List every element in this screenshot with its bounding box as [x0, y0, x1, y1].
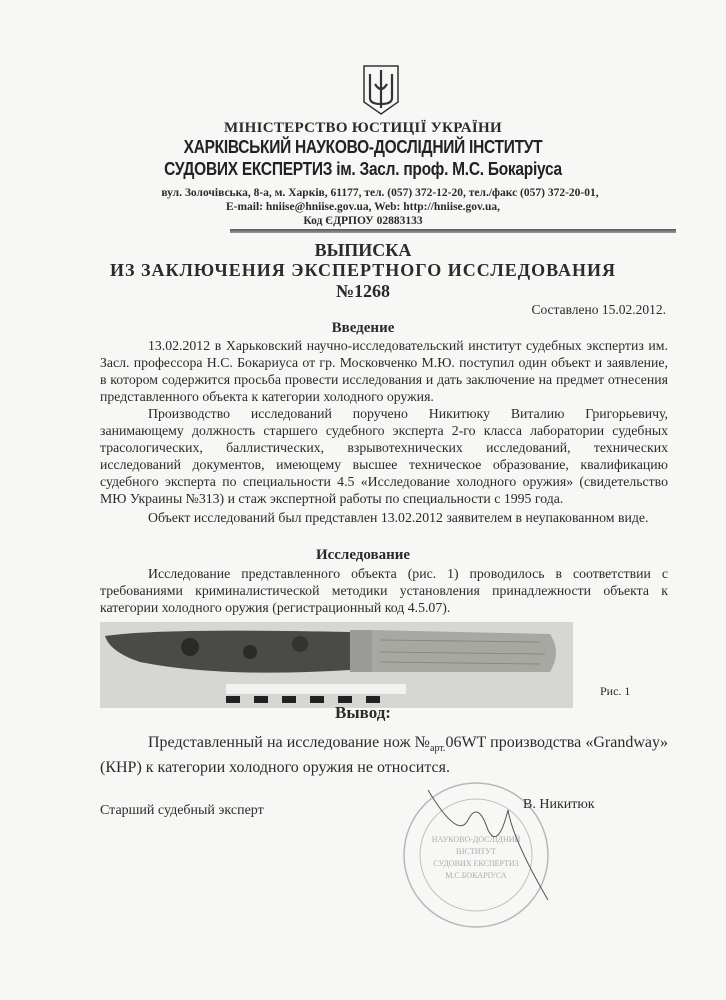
intro-section [100, 337, 668, 526]
research-heading: Исследование [315, 547, 411, 563]
conclusion-text-b: 06WT производства «Grandway» (КНР) к категории холодного оружия не относится. [100, 734, 668, 777]
trident-emblem-icon [362, 64, 400, 116]
contacts: E-mail: hniise@hniise.gov.ua, Web: http://hniise.gov.ua, [225, 201, 501, 213]
intro-paragraph: Объект исследований был представлен 13.02.2012 заявителем в неупакованном виде. [148, 510, 649, 525]
ministry-name: МІНІСТЕРСТВО ЮСТИЦІЇ УКРАЇНИ [224, 120, 502, 136]
doc-title: ВЫПИСКА [314, 240, 412, 260]
svg-text:М.С.БОКАРІУСА: М.С.БОКАРІУСА [445, 871, 507, 880]
intro-paragraph: Производство исследований поручено Никитюку Виталию Григорьевичу, занимающему должность старшего судебного эксперта 2-го класса лаборатории судебных трасологических, баллистических, взрывотехнических исследований, технических исследований документов, имеющему высшее техническое образование, квалификацию судебного эксперта по специальности 4.5 «Исследование холодного оружия» (свидетельство МЮ Украины №313) и стаж экспертной работы по специальности с 1995 года. [100, 406, 668, 506]
research-paragraph: Исследование представленного объекта (рис. 1) проводилось в соответствии с требованиями криминалистической методики установления принадлежности объекта к категории холодного оружия (регистрационный код 4.5.07). [100, 566, 668, 615]
address: вул. Золочівська, 8-а, м. Харків, 61177, тел. (057) 372-12-20, тел./факс (057) 372-20-01, [161, 187, 599, 199]
svg-text:ІНСТИТУТ: ІНСТИТУТ [456, 847, 496, 856]
doc-subtitle: ИЗ ЗАКЛЮЧЕНИЯ ЭКСПЕРТНОГО ИССЛЕДОВАНИЯ [109, 260, 617, 280]
registry-code: Код ЄДРПОУ 02883133 [303, 215, 423, 227]
research-section [100, 565, 668, 616]
conclusion-text [100, 733, 668, 777]
intro-paragraph: 13.02.2012 в Харьковский научно-исследовательский институт судебных экспертиз им. Засл. профессора Н.С. Бокариуса от гр. Московченко М.Ю. поступил один объект и заявление, в котором содержится просьба провести исследования и дать заключение на предмет отнесения представленного объекта к категории холодного оружия. [100, 338, 668, 404]
svg-text:НАУКОВО-ДОСЛІДНИЙ: НАУКОВО-ДОСЛІДНИЙ [431, 835, 521, 844]
institute-name-line1: ХАРКІВСЬКИЙ НАУКОВО-ДОСЛІДНИЙ ІНСТИТУТ [183, 137, 543, 157]
knife-photo [100, 622, 573, 708]
figure-caption: Рис. 1 [600, 684, 631, 698]
conclusion-subscript: арт. [430, 743, 446, 755]
signer-position: Старший судебный эксперт [100, 803, 264, 818]
doc-date: Составлено 15.02.2012. [531, 302, 666, 317]
intro-heading: Введение [331, 320, 395, 336]
institute-name-line2: СУДОВИХ ЕКСПЕРТИЗ ім. Засл. проф. М.С. Бокаріуса [164, 159, 562, 179]
conclusion-heading: Вывод: [335, 703, 391, 722]
doc-number: №1268 [335, 281, 391, 301]
letterhead-divider [230, 229, 676, 233]
conclusion-text-a: Представленный на исследование нож № [148, 734, 430, 751]
svg-text:СУДОВИХ ЕКСПЕРТИЗ: СУДОВИХ ЕКСПЕРТИЗ [433, 859, 519, 868]
signer-name: В. Никитюк [523, 797, 595, 812]
